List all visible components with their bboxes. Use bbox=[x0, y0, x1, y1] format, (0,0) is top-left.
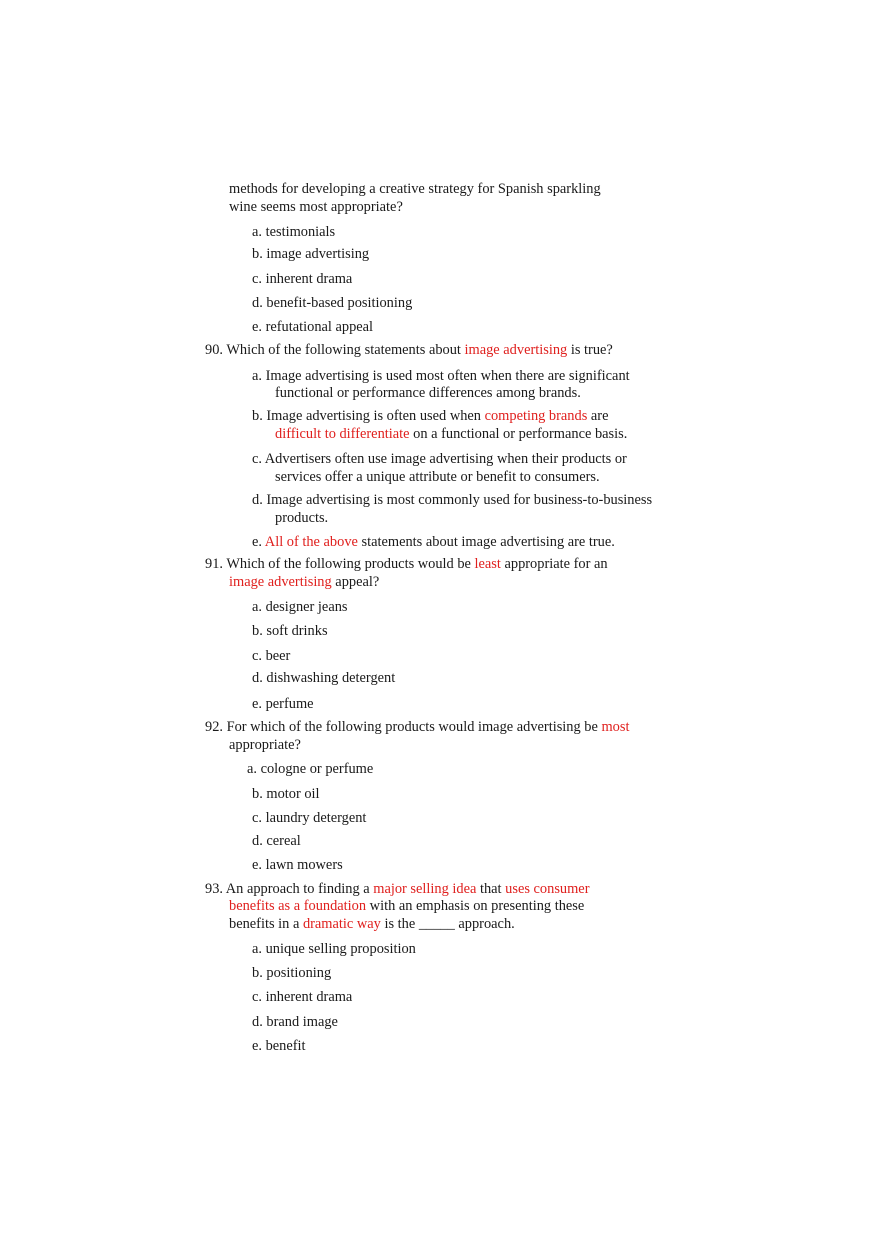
q91-stem-text-a: 91. Which of the following products would be bbox=[205, 556, 475, 572]
q93-stem-line-1 bbox=[205, 881, 589, 898]
q93-stem-text-c: with an emphasis on presenting these bbox=[366, 898, 585, 914]
q90-option-b-text-a: b. Image advertising is often used when bbox=[252, 408, 485, 424]
q89-stem-line-1: methods for developing a creative strategy for Spanish sparkling bbox=[229, 181, 601, 197]
q89-option-c: c. inherent drama bbox=[252, 271, 353, 287]
q93-option-a: a. unique selling proposition bbox=[252, 941, 416, 957]
q90-option-b-line-1 bbox=[252, 408, 608, 425]
q93-stem-highlight-4: dramatic way bbox=[302, 916, 381, 932]
q89-stem-line-2: wine seems most appropriate? bbox=[229, 199, 403, 215]
q91-stem-line-1 bbox=[205, 556, 608, 573]
q90-option-a-line-1: a. Image advertising is used most often when there are significant bbox=[252, 368, 630, 384]
q91-option-d: d. dishwashing detergent bbox=[252, 670, 396, 686]
q93-option-e: e. benefit bbox=[252, 1038, 306, 1054]
q89-option-a: a. testimonials bbox=[252, 224, 336, 240]
q90-option-d-line-2: products. bbox=[275, 510, 329, 526]
q90-stem bbox=[205, 342, 613, 359]
q93-stem-line-2 bbox=[229, 898, 584, 915]
q91-stem-text-b: appropriate for an bbox=[500, 556, 608, 572]
q91-stem-line-2 bbox=[229, 574, 379, 591]
q90-stem-text-a: 90. Which of the following statements about bbox=[205, 342, 465, 358]
q93-stem-text-a: 93. An approach to finding a bbox=[205, 881, 374, 897]
q93-stem-highlight-1: major selling idea bbox=[373, 881, 477, 897]
q91-option-a: a. designer jeans bbox=[252, 599, 348, 615]
q93-stem-text-e: is the _____ approach. bbox=[380, 916, 515, 932]
q92-option-c: c. laundry detergent bbox=[252, 810, 367, 826]
q93-stem-highlight-2: uses consumer bbox=[505, 881, 590, 897]
q91-stem-highlight-2: image advertising bbox=[229, 574, 332, 590]
q92-option-b: b. motor oil bbox=[252, 786, 320, 802]
q90-stem-text-b: is true? bbox=[567, 342, 613, 358]
q89-option-b: b. image advertising bbox=[252, 246, 370, 262]
q92-option-d: d. cereal bbox=[252, 833, 301, 849]
q90-option-e-text-b: statements about image advertising are true. bbox=[357, 534, 615, 550]
q90-option-b-highlight-1: competing brands bbox=[484, 408, 588, 424]
q90-option-c-line-2: services offer a unique attribute or benefit to consumers. bbox=[275, 469, 600, 485]
q91-option-b: b. soft drinks bbox=[252, 623, 328, 639]
q93-option-b: b. positioning bbox=[252, 965, 332, 981]
q90-option-c-line-1: c. Advertisers often use image advertising when their products or bbox=[252, 451, 627, 467]
q92-stem-highlight: most bbox=[601, 719, 630, 735]
q90-option-b-text-b: are bbox=[587, 408, 609, 424]
q92-option-e: e. lawn mowers bbox=[252, 857, 343, 873]
q89-option-d: d. benefit-based positioning bbox=[252, 295, 413, 311]
q90-option-e-highlight: All of the above bbox=[264, 534, 358, 550]
q93-option-c: c. inherent drama bbox=[252, 989, 353, 1005]
q89-option-e: e. refutational appeal bbox=[252, 319, 374, 335]
q93-stem-text-d: benefits in a bbox=[229, 916, 303, 932]
q90-stem-highlight: image advertising bbox=[464, 342, 568, 358]
q90-option-d-line-1: d. Image advertising is most commonly used for business-to-business bbox=[252, 492, 653, 508]
q92-option-a: a. cologne or perfume bbox=[247, 761, 374, 777]
q91-stem-highlight-1: least bbox=[474, 556, 501, 572]
q93-stem-text-b: that bbox=[476, 881, 506, 897]
q92-stem-text-a: 92. For which of the following products would image advertising be bbox=[205, 719, 602, 735]
q93-stem-line-3 bbox=[229, 916, 515, 933]
q90-option-b-highlight-2: difficult to differentiate bbox=[275, 426, 410, 442]
q90-option-e-text-a: e. bbox=[252, 534, 265, 550]
q93-stem-highlight-3: benefits as a foundation bbox=[229, 898, 367, 914]
q91-stem-text-c: appeal? bbox=[331, 574, 380, 590]
q92-stem-line-2: appropriate? bbox=[229, 737, 301, 753]
q90-option-b-text-c: on a functional or performance basis. bbox=[409, 426, 628, 442]
q92-stem-line-1 bbox=[205, 719, 629, 736]
q90-option-e bbox=[252, 534, 615, 551]
q91-option-e: e. perfume bbox=[252, 696, 314, 712]
q93-option-d: d. brand image bbox=[252, 1014, 338, 1030]
q90-option-a-line-2: functional or performance differences among brands. bbox=[275, 385, 581, 401]
q90-option-b-line-2 bbox=[275, 426, 627, 443]
q91-option-c: c. beer bbox=[252, 648, 291, 664]
